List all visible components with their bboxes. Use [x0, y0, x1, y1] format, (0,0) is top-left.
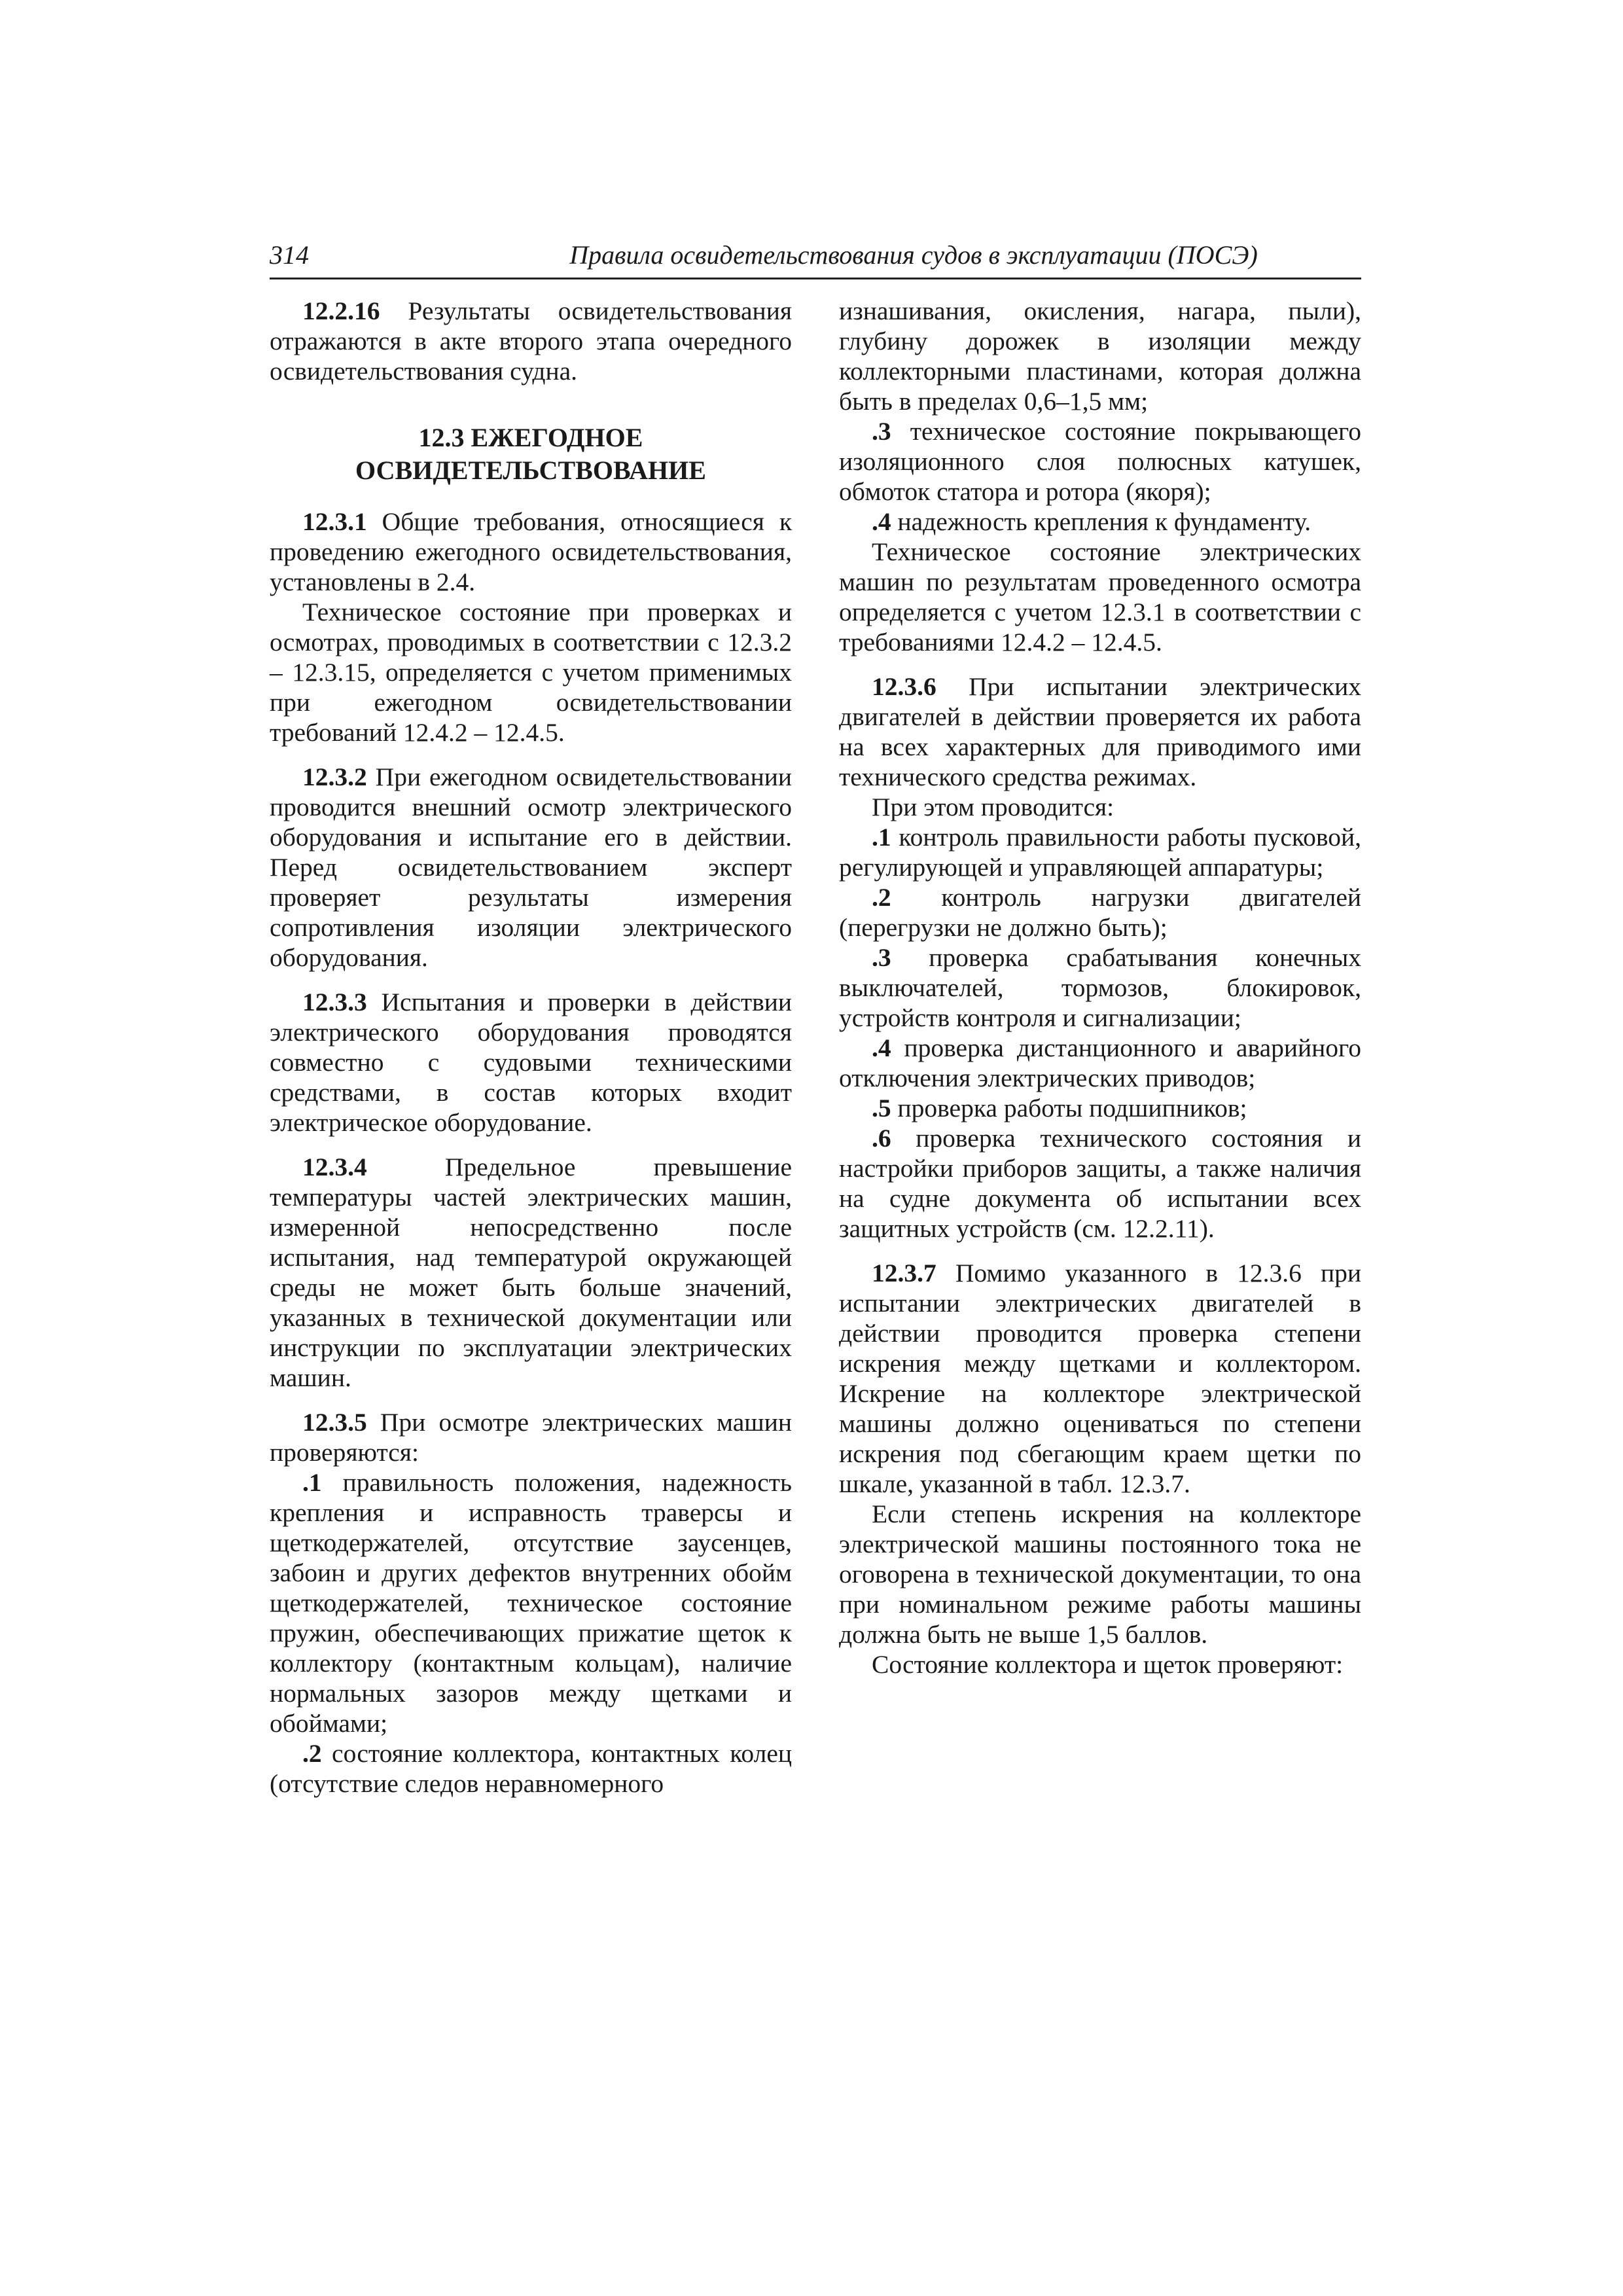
list-item-1	[270, 1467, 792, 1738]
clause-text: Общие требования, относящиеся к проведению ежегодного освидетельствования, установлены в 2.4.	[270, 507, 793, 596]
list-item-2	[270, 1738, 792, 1799]
paragraph-12-3-1-tech-state: Техническое состояние при проверках и осмотрах, проводимых в соответствии с 12.3.2 – 12.3.15, определяется с учетом применимых при ежегодном освидетельствовании требований 12.4.2 – 12.4.5.	[270, 598, 792, 747]
clause-number: 12.2.16	[302, 296, 380, 325]
list-item-r4	[839, 1033, 1361, 1093]
list-item-2-continued: изнашивания, окисления, нагара, пыли), глубину дорожек в изоляции между коллекторными пластинами, которая должна быть в пределах 0,6–1,5 мм;	[839, 296, 1361, 416]
section-heading-12-3	[270, 422, 792, 487]
clause-text: Испытания и проверки в действии электрического оборудования проводятся совместно с судовыми техническими средствами, в состав которых входит электрическое оборудование.	[270, 988, 793, 1137]
paragraph-12-3-5	[270, 1407, 792, 1467]
item-text: состояние коллектора, контактных колец (отсутствие следов неравномерного	[270, 1739, 792, 1798]
clause-text: При осмотре электрических машин проверяются:	[270, 1408, 793, 1467]
section-heading-line2: ОСВИДЕТЕЛЬСТВОВАНИЕ	[355, 456, 706, 485]
paragraph-conducted: При этом проводится:	[872, 793, 1115, 821]
list-item-r5	[839, 1093, 1361, 1123]
item-number: .5	[872, 1094, 891, 1122]
paragraph-12-3-6	[839, 672, 1361, 792]
list-item-r6	[839, 1123, 1361, 1244]
clause-number: 12.3.4	[302, 1153, 367, 1181]
clause-text: Результаты освидетельствования отражаются в акте второго этапа очередного освидетельствования судна.	[270, 296, 793, 386]
item-number: .2	[872, 883, 891, 912]
item-text: правильность положения, надежность крепления и исправность траверсы и щеткодержателей, отсутствие заусенцев, забоин и других дефектов внутренних обойм щеткодержателей, техническое состояние пружин, обеспечивающих прижатие щеток к коллектору (контактным кольцам), наличие нормальных зазоров между щетками и обоймами;	[270, 1468, 793, 1738]
right-column	[839, 296, 1361, 1679]
paragraph-12-3-3	[270, 987, 792, 1138]
clause-number: 12.3.6	[872, 672, 936, 701]
paragraph-collector-state: Состояние коллектора и щеток проверяют:	[872, 1650, 1344, 1679]
item-number: .3	[872, 943, 891, 972]
section-heading-line1: 12.3 ЕЖЕГОДНОЕ	[418, 423, 643, 452]
item-number: .1	[872, 823, 891, 852]
item-number: .2	[302, 1739, 322, 1768]
list-item-r3	[839, 942, 1361, 1033]
left-column	[270, 296, 792, 1799]
list-item-3	[839, 416, 1361, 507]
item-text: проверка работы подшипников;	[897, 1094, 1247, 1122]
item-text: проверка срабатывания конечных выключателей, тормозов, блокировок, устройств контроля и сигнализации;	[839, 943, 1362, 1032]
item-text: проверка технического состояния и настройки приборов защиты, а также наличия на судне документа об испытании всех защитных устройств (см. 12.2.11).	[839, 1124, 1361, 1243]
item-text: контроль нагрузки двигателей (перегрузки не должно быть);	[839, 883, 1361, 942]
item-number: .4	[872, 1033, 891, 1062]
item-text: контроль правильности работы пусковой, регулирующей и управляющей аппаратуры;	[839, 823, 1361, 882]
running-title: Правила освидетельствования судов в эксплуатации (ПОСЭ)	[569, 240, 1258, 270]
paragraph-12-3-1	[270, 507, 792, 597]
page-number: 314	[270, 240, 309, 270]
paragraph-sparking-degree: Если степень искрения на коллекторе электрической машины постоянного тока не оговорена в технической документации, то она при номинальном режиме работы машины должна быть не выше 1,5 баллов.	[839, 1499, 1361, 1649]
clause-number: 12.3.5	[302, 1408, 367, 1437]
page-header	[270, 237, 1361, 279]
item-number: .1	[302, 1468, 322, 1497]
clause-text: Предельное превышение температуры частей электрических машин, измеренной непосредственно после испытания, над температурой окружающей среды не может быть больше значений, указанных в технической документации или инструкции по эксплуатации электрических машин.	[270, 1153, 792, 1392]
clause-text: При испытании электрических двигателей в действии проверяется их работа на всех характерных для приводимого ими технического средства режимах.	[839, 672, 1362, 791]
item-number: .3	[872, 417, 891, 446]
paragraph-12-2-16	[270, 296, 792, 386]
item-number: .4	[872, 507, 891, 536]
clause-number: 12.3.1	[302, 507, 367, 536]
clause-number: 12.3.7	[872, 1259, 936, 1287]
clause-text: При ежегодном освидетельствовании проводится внешний осмотр электрического оборудования и испытание его в действии. Перед освидетельствованием эксперт проверяет результаты измерения сопротивления изоляции электрического оборудования.	[270, 762, 793, 972]
item-text: техническое состояние покрывающего изоляционного слоя полюсных катушек, обмоток статора и ротора (якоря);	[839, 417, 1361, 506]
paragraph-tech-state: Техническое состояние электрических машин по результатам проведенного осмотра определяется с учетом 12.3.1 в соответствии с требованиями 12.4.2 – 12.4.5.	[839, 537, 1361, 656]
paragraph-12-3-4	[270, 1152, 792, 1393]
clause-number: 12.3.2	[302, 762, 367, 791]
list-item-r2	[839, 882, 1361, 942]
list-item-4	[839, 507, 1361, 537]
clause-number: 12.3.3	[302, 988, 367, 1016]
paragraph-12-3-2	[270, 762, 792, 973]
list-item-r1	[839, 822, 1361, 882]
paragraph-12-3-7	[839, 1258, 1361, 1499]
clause-text: Помимо указанного в 12.3.6 при испытании электрических двигателей в действии проводится проверка степени искрения между щетками и коллектором. Искрение на коллекторе электрической машины должно оцениваться по степени искрения под сбегающим краем щетки по шкале, указанной в табл. 12.3.7.	[839, 1259, 1362, 1498]
item-text: надежность крепления к фундаменту.	[897, 507, 1311, 536]
item-text: проверка дистанционного и аварийного отключения электрических приводов;	[839, 1033, 1361, 1092]
item-number: .6	[872, 1124, 891, 1153]
